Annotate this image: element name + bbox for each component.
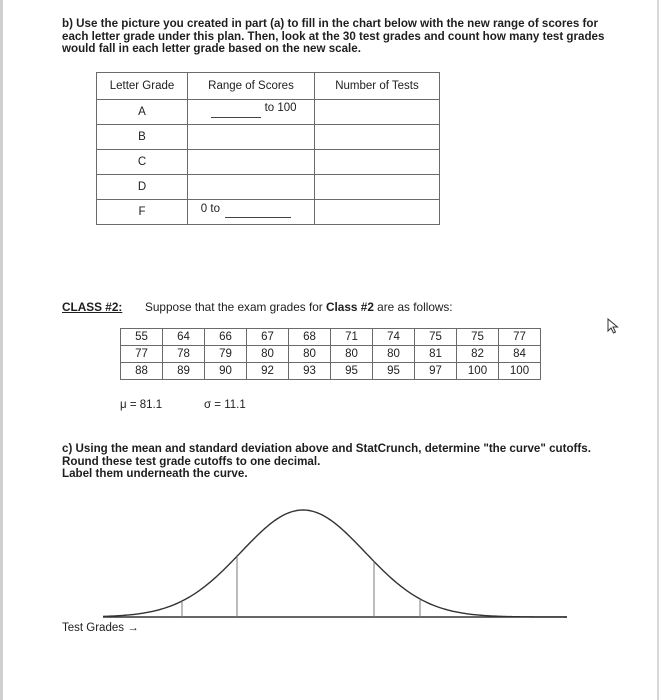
sd-value: σ = 11.1 [204, 399, 246, 411]
score-cell: 74 [373, 329, 415, 346]
range-text: 0 to [200, 203, 220, 215]
score-cell: 75 [457, 329, 499, 346]
score-cell: 55 [121, 329, 163, 346]
score-cell: 68 [289, 329, 331, 346]
score-cell: 100 [457, 363, 499, 380]
part-c-line: Label them underneath the curve. [62, 467, 248, 481]
class-2-text-prefix: Suppose that the exam grades for [145, 300, 326, 314]
mean-value: μ = 81.1 [120, 399, 163, 411]
grade-letter: C [97, 150, 188, 175]
score-cell: 90 [205, 363, 247, 380]
score-cell: 75 [415, 329, 457, 346]
score-cell: 77 [121, 346, 163, 363]
class-2-label: CLASS #2: [62, 300, 123, 314]
score-cell: 88 [121, 363, 163, 380]
score-cell: 81 [415, 346, 457, 363]
header-number-of-tests: Number of Tests [315, 73, 440, 100]
mouse-pointer-icon [607, 318, 621, 334]
range-text: to 100 [264, 102, 297, 114]
header-letter-grade: Letter Grade [97, 73, 188, 100]
score-cell: 71 [331, 329, 373, 346]
class-2-text-suffix: are as follows: [373, 300, 453, 314]
score-cell: 80 [247, 346, 289, 363]
score-cell: 89 [163, 363, 205, 380]
score-cell: 79 [205, 346, 247, 363]
grade-letter: F [97, 200, 188, 225]
header-range-of-scores: Range of Scores [188, 73, 315, 100]
score-cell: 77 [499, 329, 541, 346]
score-cell: 64 [163, 329, 205, 346]
part-b-line: each letter grade under this plan. Then, look at the 30 test grades and count how many test grades [62, 29, 605, 43]
score-cell: 82 [457, 346, 499, 363]
grade-letter: D [97, 175, 188, 200]
score-cell: 93 [289, 363, 331, 380]
score-cell: 95 [331, 363, 373, 380]
score-cell: 84 [499, 346, 541, 363]
test-grades-axis-label: Test Grades → [62, 622, 139, 634]
normal-curve [103, 510, 567, 617]
score-cell: 97 [415, 363, 457, 380]
part-b-line: b) Use the picture you created in part (a) to fill in the chart below with the new range of scores for [62, 17, 598, 30]
score-cell: 80 [289, 346, 331, 363]
score-cell: 92 [247, 363, 289, 380]
score-cell: 80 [331, 346, 373, 363]
class-2-text-bold: Class #2 [326, 300, 374, 314]
score-cell: 80 [373, 346, 415, 363]
score-cell: 95 [373, 363, 415, 380]
part-c-line: Round these test grade cutoffs to one decimal. [62, 454, 321, 468]
part-c-line: c) Using the mean and standard deviation above and StatCrunch, determine "the curve" cutoffs. [62, 442, 591, 455]
grade-letter: B [97, 125, 188, 150]
score-cell: 66 [205, 329, 247, 346]
score-cell: 67 [247, 329, 289, 346]
score-cell: 78 [163, 346, 205, 363]
part-b-line: would fall in each letter grade based on the new scale. [62, 42, 361, 56]
grade-letter: A [97, 100, 188, 125]
score-cell: 100 [499, 363, 541, 380]
